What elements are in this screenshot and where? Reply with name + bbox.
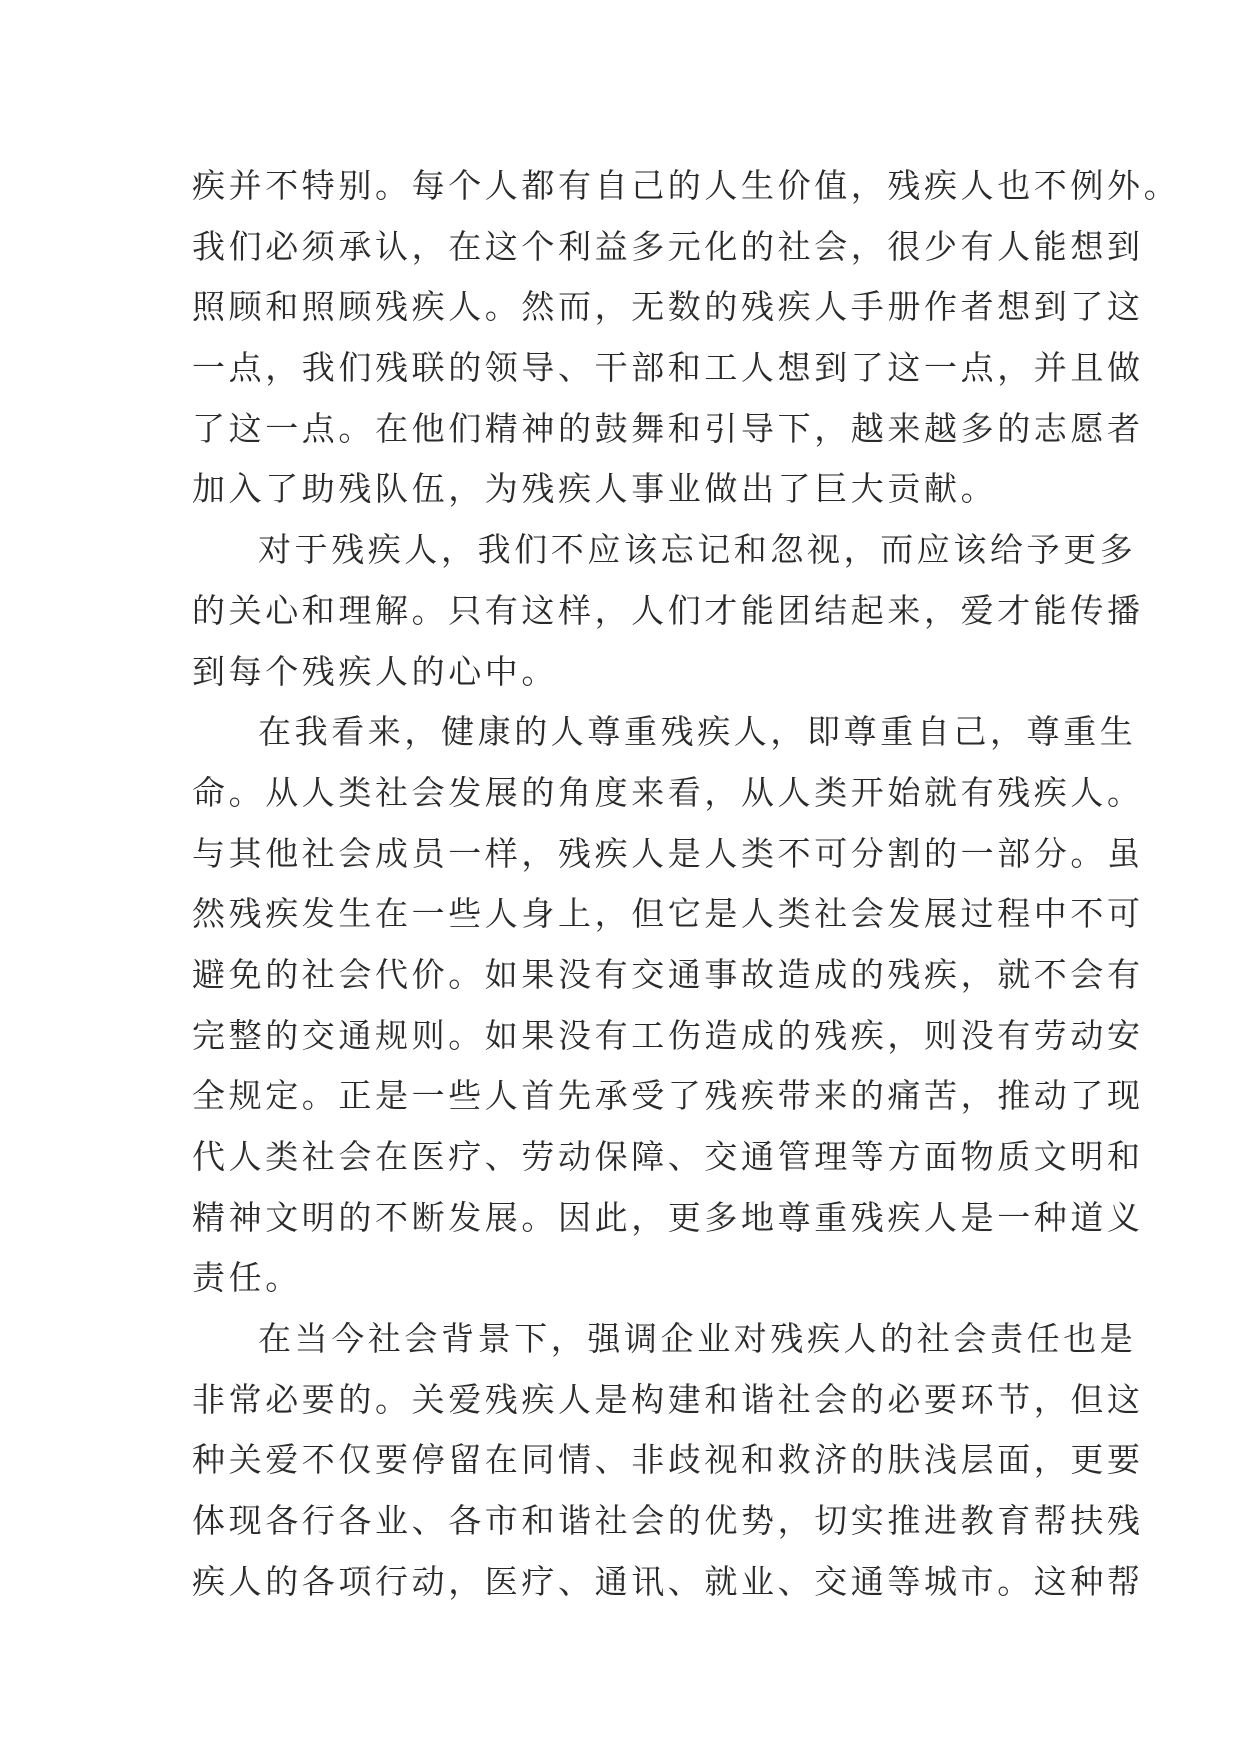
text-line: 体现各行各业、各市和谐社会的优势，切实推进教育帮扶残 xyxy=(192,1501,1144,1541)
text-line: 照顾和照顾残疾人。然而，无数的残疾人手册作者想到了这 xyxy=(192,287,1144,327)
body-text xyxy=(192,156,1181,1613)
text-line: 在当今社会背景下，强调企业对残疾人的社会责任也是 xyxy=(258,1319,1137,1359)
text-line: 非常必要的。关爱残疾人是构建和谐社会的必要环节，但这 xyxy=(192,1379,1144,1419)
text-line: 疾并不特别。每个人都有自己的人生价值，残疾人也不例外。 xyxy=(192,166,1181,205)
paragraph-4 xyxy=(192,1309,1144,1612)
text-line: 然残疾发生在一些人身上，但它是人类社会发展过程中不可 xyxy=(192,894,1144,934)
paragraph-2 xyxy=(192,520,1144,702)
text-line: 代人类社会在医疗、劳动保障、交通管理等方面物质文明和 xyxy=(192,1137,1144,1176)
text-line: 精神文明的不断发展。因此，更多地尊重残疾人是一种道义 xyxy=(192,1197,1144,1237)
text-line: 命。从人类社会发展的角度来看，从人类开始就有残疾人。 xyxy=(192,772,1144,812)
text-line: 一点，我们残联的领导、干部和工人想到了这一点，并且做 xyxy=(192,348,1144,388)
paragraph-3 xyxy=(192,702,1144,1309)
text-line: 避免的社会代价。如果没有交通事故造成的残疾，就不会有 xyxy=(192,954,1144,994)
text-line: 的关心和理解。只有这样，人们才能团结起来，爱才能传播 xyxy=(192,590,1144,630)
text-line: 到每个残疾人的心中。 xyxy=(192,651,558,691)
text-line: 我们必须承认，在这个利益多元化的社会，很少有人能想到 xyxy=(192,226,1144,266)
text-line: 种关爱不仅要停留在同情、非歧视和救济的肤浅层面，更要 xyxy=(192,1440,1144,1480)
text-line: 疾人的各项行动，医疗、通讯、就业、交通等城市。这种帮 xyxy=(192,1561,1144,1601)
text-line: 对于残疾人，我们不应该忘记和忽视，而应该给予更多 xyxy=(258,530,1137,570)
text-line: 完整的交通规则。如果没有工伤造成的残疾，则没有劳动安 xyxy=(192,1015,1144,1055)
text-line: 在我看来，健康的人尊重残疾人，即尊重自己，尊重生 xyxy=(258,712,1137,752)
text-line: 全规定。正是一些人首先承受了残疾带来的痛苦，推动了现 xyxy=(192,1076,1144,1116)
text-line: 加入了助残队伍，为残疾人事业做出了巨大贡献。 xyxy=(192,469,998,509)
text-line: 了这一点。在他们精神的鼓舞和引导下，越来越多的志愿者 xyxy=(192,408,1144,448)
paragraph-1 xyxy=(192,156,1181,520)
text-line: 与其他社会成员一样，残疾人是人类不可分割的一部分。虽 xyxy=(192,833,1144,873)
text-line: 责任。 xyxy=(192,1258,302,1298)
